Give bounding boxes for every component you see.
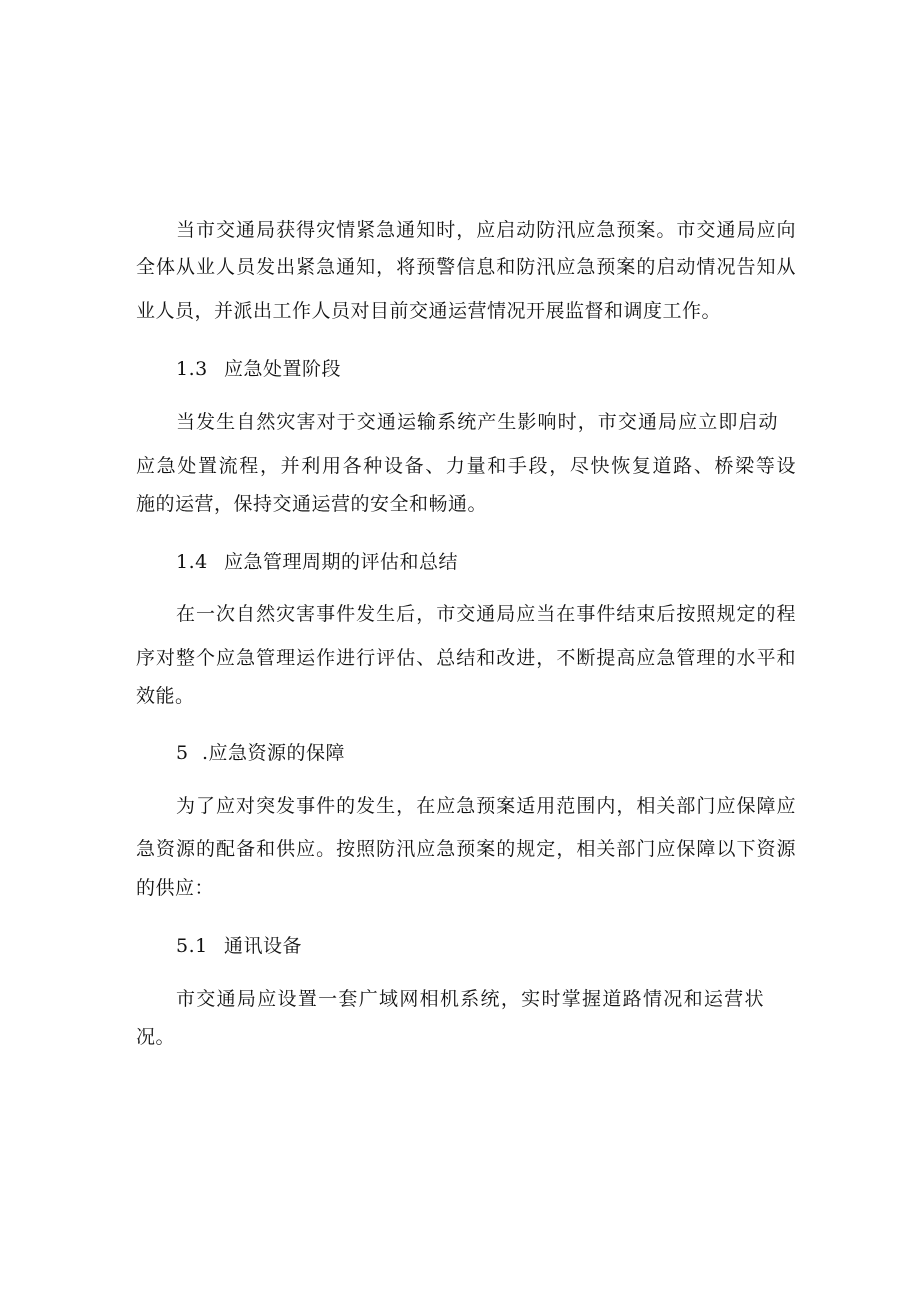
section-number: 5.1 (176, 935, 208, 957)
text-line: 当市交通局获得灾情紧急通知时，应启动防汛应急预案。市交通局应向 (176, 219, 796, 241)
section-title: 通讯设备 (224, 935, 303, 957)
section-number: 1.4 (176, 551, 208, 573)
text-line: 市交通局应设置一套广域网相机系统，实时掌握道路情况和运营状 (176, 988, 764, 1010)
section-number: 5 (176, 742, 189, 764)
text-line: 的供应： (136, 877, 215, 899)
text-line: 全体从业人员发出紧急通知，将预警信息和防汛应急预案的启动情况告知从 (136, 256, 796, 278)
section-heading-5-1 (176, 934, 302, 958)
text-line: 当发生自然灾害对于交通运输系统产生影响时，市交通局应立即启动 (176, 411, 778, 433)
section-title: 应急管理周期的评估和总结 (224, 551, 459, 573)
section-number: 1.3 (176, 358, 208, 380)
text-line: 急资源的配备和供应。按照防汛应急预案的规定，相关部门应保障以下资源 (136, 838, 796, 860)
section-heading-1-4 (176, 550, 458, 574)
text-line: 为了应对突发事件的发生，在应急预案适用范围内，相关部门应保障应 (176, 795, 796, 817)
text-line: 在一次自然灾害事件发生后，市交通局应当在事件结束后按照规定的程 (176, 603, 796, 625)
section-title: .应急资源的保障 (202, 742, 346, 764)
text-line: 施的运营，保持交通运营的安全和畅通。 (136, 493, 488, 515)
text-line: 序对整个应急管理运作进行评估、总结和改进，不断提高应急管理的水平和 (136, 647, 796, 669)
text-line: 应急处置流程，并利用各种设备、力量和手段，尽快恢复道路、桥梁等设 (136, 455, 796, 477)
section-heading-5 (176, 741, 345, 765)
text-line: 况。 (136, 1026, 176, 1048)
text-line: 效能。 (136, 685, 195, 707)
section-title: 应急处置阶段 (224, 358, 342, 380)
section-heading-1-3 (176, 357, 341, 381)
text-line: 业人员，并派出工作人员对目前交通运营情况开展监督和调度工作。 (136, 300, 722, 322)
